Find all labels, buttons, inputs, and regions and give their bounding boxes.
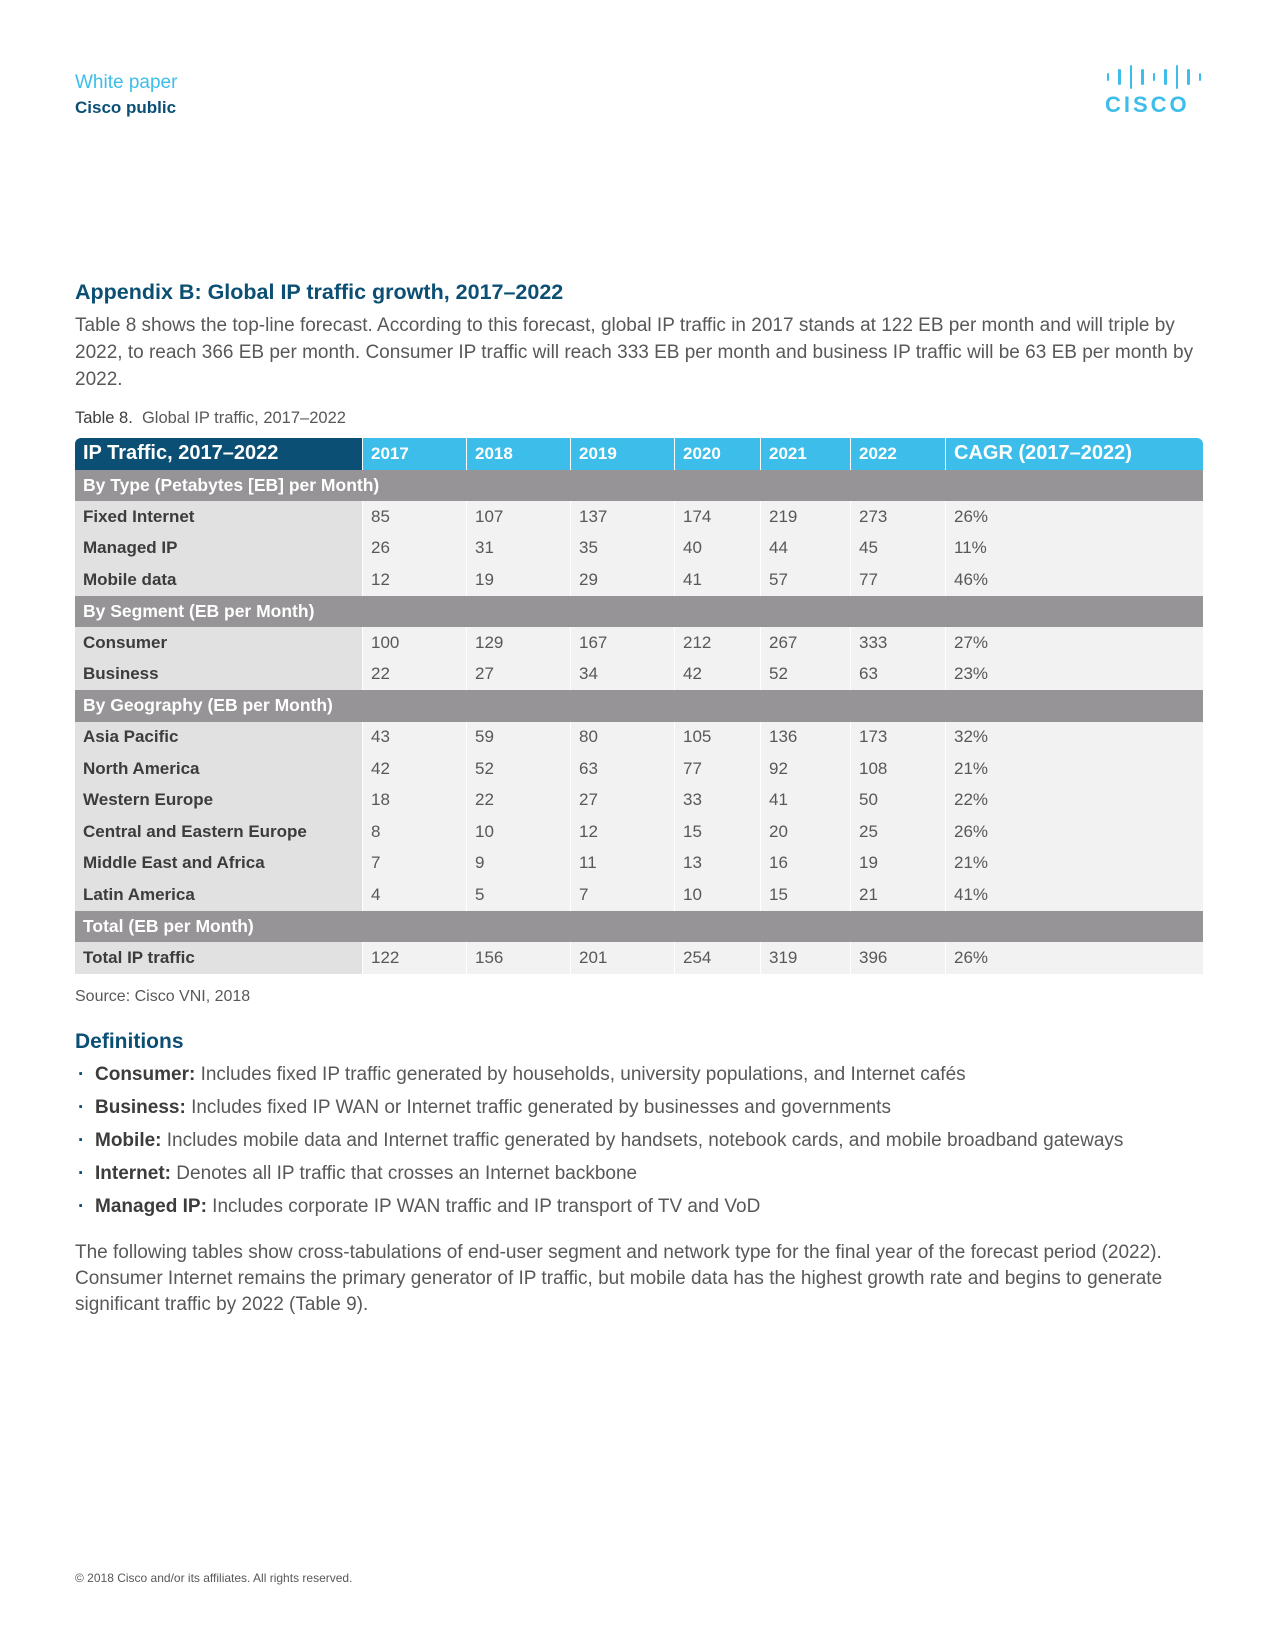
table-cell: 41 bbox=[674, 564, 760, 596]
row-label: Managed IP bbox=[75, 533, 362, 565]
group-row bbox=[75, 470, 1203, 502]
cisco-bridge-icon bbox=[1105, 64, 1201, 90]
table-cell: 173 bbox=[850, 722, 945, 754]
definition-term: Consumer: bbox=[95, 1063, 196, 1085]
table-cell: 396 bbox=[850, 942, 945, 974]
table-row bbox=[75, 564, 1203, 596]
table-cell: 31 bbox=[466, 533, 570, 565]
table-cell: 333 bbox=[850, 627, 945, 659]
definitions-list bbox=[75, 1062, 1203, 1220]
table-cell: 129 bbox=[466, 627, 570, 659]
table-row bbox=[75, 879, 1203, 911]
row-label: Middle East and Africa bbox=[75, 848, 362, 880]
bullet-icon: · bbox=[78, 1162, 85, 1184]
row-label: Fixed Internet bbox=[75, 501, 362, 533]
group-row bbox=[75, 690, 1203, 722]
table-cell: 42 bbox=[362, 753, 466, 785]
table-row bbox=[75, 659, 1203, 691]
table-cell: 174 bbox=[674, 501, 760, 533]
bullet-icon: · bbox=[78, 1063, 85, 1085]
table-cell: 212 bbox=[674, 627, 760, 659]
table-row bbox=[75, 816, 1203, 848]
table-cell: 19 bbox=[850, 848, 945, 880]
table-cell: 15 bbox=[760, 879, 850, 911]
header-cell: CAGR (2017–2022) bbox=[945, 438, 1203, 470]
definition-item bbox=[75, 1095, 1203, 1121]
table-cell: 35 bbox=[570, 533, 674, 565]
definition-text: Includes fixed IP WAN or Internet traffic generated by businesses and governments bbox=[185, 1096, 891, 1118]
definition-term: Business: bbox=[95, 1096, 186, 1118]
appendix-title: Appendix B: Global IP traffic growth, 2017–2022 bbox=[75, 280, 564, 304]
table-cell: 10 bbox=[466, 816, 570, 848]
table-source: Source: Cisco VNI, 2018 bbox=[75, 987, 251, 1005]
header-cell: 2022 bbox=[850, 438, 945, 470]
table-row bbox=[75, 785, 1203, 817]
header-cell-label: IP Traffic, 2017–2022 bbox=[75, 438, 362, 470]
table-cell: 18 bbox=[362, 785, 466, 817]
group-row bbox=[75, 596, 1203, 628]
row-label: Business bbox=[75, 659, 362, 691]
table-cell: 19 bbox=[466, 564, 570, 596]
table-cell: 201 bbox=[570, 942, 674, 974]
header-cell: 2020 bbox=[674, 438, 760, 470]
table-cell: 45 bbox=[850, 533, 945, 565]
table-cell: 137 bbox=[570, 501, 674, 533]
table-cell: 63 bbox=[570, 753, 674, 785]
bullet-icon: · bbox=[78, 1195, 85, 1217]
row-label: North America bbox=[75, 753, 362, 785]
table-header bbox=[75, 438, 1203, 470]
table-caption-label: Table 8. bbox=[75, 409, 133, 427]
definition-item bbox=[75, 1194, 1203, 1220]
table-cell: 85 bbox=[362, 501, 466, 533]
table-cell: 7 bbox=[362, 848, 466, 880]
table-cell: 43 bbox=[362, 722, 466, 754]
table-cell: 136 bbox=[760, 722, 850, 754]
table-cell: 44 bbox=[760, 533, 850, 565]
table-cell: 50 bbox=[850, 785, 945, 817]
table-row bbox=[75, 848, 1203, 880]
table-cell: 27 bbox=[570, 785, 674, 817]
table-cell: 13 bbox=[674, 848, 760, 880]
table-cell: 26 bbox=[362, 533, 466, 565]
table-cell: 319 bbox=[760, 942, 850, 974]
definition-term: Managed IP: bbox=[95, 1195, 207, 1217]
table-cell: 16 bbox=[760, 848, 850, 880]
page-header bbox=[75, 70, 177, 120]
definition-text: Includes corporate IP WAN traffic and IP transport of TV and VoD bbox=[206, 1195, 761, 1217]
copyright-footer: © 2018 Cisco and/or its affiliates. All rights reserved. bbox=[75, 1571, 353, 1585]
table-cell: 9 bbox=[466, 848, 570, 880]
ip-traffic-table bbox=[75, 438, 1203, 974]
table-cell: 21% bbox=[945, 753, 1203, 785]
table-cell: 22 bbox=[362, 659, 466, 691]
row-label: Asia Pacific bbox=[75, 722, 362, 754]
header-cell: 2021 bbox=[760, 438, 850, 470]
table-cell: 11% bbox=[945, 533, 1203, 565]
doc-type-label: White paper bbox=[75, 72, 178, 93]
table-cell: 122 bbox=[362, 942, 466, 974]
table-cell: 42 bbox=[674, 659, 760, 691]
table-row bbox=[75, 501, 1203, 533]
row-label: Latin America bbox=[75, 879, 362, 911]
table-cell: 63 bbox=[850, 659, 945, 691]
table-cell: 267 bbox=[760, 627, 850, 659]
table-cell: 167 bbox=[570, 627, 674, 659]
table-cell: 26% bbox=[945, 942, 1203, 974]
table-row bbox=[75, 753, 1203, 785]
header-cell: 2017 bbox=[362, 438, 466, 470]
table-cell: 273 bbox=[850, 501, 945, 533]
group-title: By Geography (EB per Month) bbox=[75, 690, 1203, 722]
classification-label: Cisco public bbox=[75, 98, 177, 117]
table-cell: 52 bbox=[466, 753, 570, 785]
group-title: Total (EB per Month) bbox=[75, 911, 1203, 943]
table-cell: 46% bbox=[945, 564, 1203, 596]
row-label: Western Europe bbox=[75, 785, 362, 817]
definition-text: Includes fixed IP traffic generated by households, university populations, and Internet cafés bbox=[195, 1063, 966, 1085]
table-cell: 27 bbox=[466, 659, 570, 691]
table-cell: 20 bbox=[760, 816, 850, 848]
cisco-logo bbox=[1105, 64, 1201, 120]
table-cell: 41% bbox=[945, 879, 1203, 911]
bullet-icon: · bbox=[78, 1129, 85, 1151]
cisco-wordmark: CISCO bbox=[1105, 92, 1190, 117]
table-row bbox=[75, 942, 1203, 974]
table-caption bbox=[75, 407, 1203, 429]
table-cell: 29 bbox=[570, 564, 674, 596]
table-row bbox=[75, 722, 1203, 754]
table-cell: 57 bbox=[760, 564, 850, 596]
table-cell: 25 bbox=[850, 816, 945, 848]
table-cell: 10 bbox=[674, 879, 760, 911]
table-cell: 156 bbox=[466, 942, 570, 974]
table-cell: 15 bbox=[674, 816, 760, 848]
appendix-intro: Table 8 shows the top-line forecast. According to this forecast, global IP traffic in 2017 stands at 122 EB per month and will triple by 2022, to reach 366 EB per month. Consumer IP traffic will reach 333 EB per month and business IP traffic will be 63 EB per month by 2022. bbox=[75, 315, 1194, 390]
bullet-icon: · bbox=[78, 1096, 85, 1118]
table-cell: 77 bbox=[850, 564, 945, 596]
table-cell: 7 bbox=[570, 879, 674, 911]
table-cell: 21% bbox=[945, 848, 1203, 880]
table-cell: 5 bbox=[466, 879, 570, 911]
table-cell: 27% bbox=[945, 627, 1203, 659]
definition-term: Internet: bbox=[95, 1162, 171, 1184]
table-body bbox=[75, 470, 1203, 974]
table-cell: 34 bbox=[570, 659, 674, 691]
definition-term: Mobile: bbox=[95, 1129, 162, 1151]
table-cell: 219 bbox=[760, 501, 850, 533]
table-cell: 32% bbox=[945, 722, 1203, 754]
table-cell: 100 bbox=[362, 627, 466, 659]
table-cell: 22 bbox=[466, 785, 570, 817]
table-cell: 4 bbox=[362, 879, 466, 911]
group-row bbox=[75, 911, 1203, 943]
definition-text: Denotes all IP traffic that crosses an Internet backbone bbox=[171, 1162, 638, 1184]
definition-item bbox=[75, 1128, 1203, 1154]
table-cell: 23% bbox=[945, 659, 1203, 691]
table-cell: 52 bbox=[760, 659, 850, 691]
row-label: Central and Eastern Europe bbox=[75, 816, 362, 848]
table-caption-text: Global IP traffic, 2017–2022 bbox=[141, 409, 346, 427]
table-cell: 254 bbox=[674, 942, 760, 974]
table-cell: 8 bbox=[362, 816, 466, 848]
table-cell: 26% bbox=[945, 816, 1203, 848]
group-title: By Segment (EB per Month) bbox=[75, 596, 1203, 628]
table-row bbox=[75, 627, 1203, 659]
header-cell: 2019 bbox=[570, 438, 674, 470]
table-cell: 108 bbox=[850, 753, 945, 785]
header-row bbox=[75, 438, 1203, 470]
table-cell: 80 bbox=[570, 722, 674, 754]
table-cell: 22% bbox=[945, 785, 1203, 817]
table-row bbox=[75, 533, 1203, 565]
definition-item bbox=[75, 1062, 1203, 1088]
table-cell: 105 bbox=[674, 722, 760, 754]
table-cell: 12 bbox=[570, 816, 674, 848]
row-label: Consumer bbox=[75, 627, 362, 659]
row-label: Total IP traffic bbox=[75, 942, 362, 974]
group-title: By Type (Petabytes [EB] per Month) bbox=[75, 470, 1203, 502]
table-cell: 12 bbox=[362, 564, 466, 596]
table-cell: 92 bbox=[760, 753, 850, 785]
main-content bbox=[75, 278, 1203, 1318]
table-cell: 41 bbox=[760, 785, 850, 817]
table-cell: 21 bbox=[850, 879, 945, 911]
table-cell: 40 bbox=[674, 533, 760, 565]
table-cell: 26% bbox=[945, 501, 1203, 533]
table-cell: 59 bbox=[466, 722, 570, 754]
table-cell: 107 bbox=[466, 501, 570, 533]
table-cell: 33 bbox=[674, 785, 760, 817]
definition-item bbox=[75, 1161, 1203, 1187]
row-label: Mobile data bbox=[75, 564, 362, 596]
table-cell: 11 bbox=[570, 848, 674, 880]
definitions-outro: The following tables show cross-tabulations of end-user segment and network type for the final year of the forecast period (2022). Consumer Internet remains the primary generator of IP traffic, but mobile data has the highest growth rate and begins to generate significant traffic by 2022 (Table 9). bbox=[75, 1241, 1163, 1315]
header-cell: 2018 bbox=[466, 438, 570, 470]
definitions-title: Definitions bbox=[75, 1029, 184, 1053]
table-cell: 77 bbox=[674, 753, 760, 785]
definition-text: Includes mobile data and Internet traffic generated by handsets, notebook cards, and mobile broadband gateways bbox=[161, 1129, 1124, 1151]
